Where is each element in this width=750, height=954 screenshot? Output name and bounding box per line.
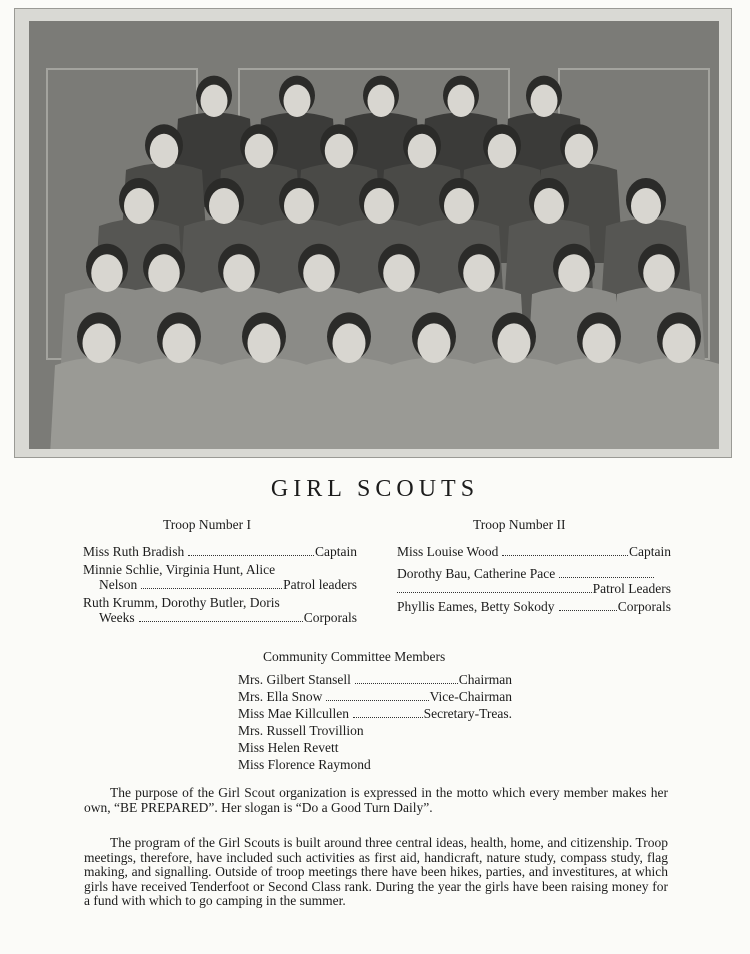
paragraph-program: The program of the Girl Scouts is built around three central ideas, health, home, and citizenship. Troop meetings, therefore, have included such activities as first aid, handicraft, nature study, compass study, flag making, and signalling. Outside of troop meetings there have been hikes, parties, and investitures, at which girls have received Tenderfoot or Second Class rank. During the year the girls have been raising money for a fund with which to go camping in the summer. (84, 835, 668, 908)
member-role: Captain (629, 544, 671, 559)
member-role: Corporals (617, 598, 671, 614)
member-name: Ruth Krumm, Dorothy Butler, Doris (83, 594, 280, 610)
page-title: GIRL SCOUTS (270, 476, 480, 502)
paragraph-purpose: The purpose of the Girl Scout organization is expressed in the motto which every member makes her own, “BE PREPARED”. Her slogan is “Do a Good Turn Daily”. (84, 785, 668, 815)
member-role: Patrol Leaders (592, 581, 671, 596)
member-name: Miss Louise Wood (397, 544, 499, 559)
member-role: Secretary-Treas. (423, 706, 512, 721)
roster-row (83, 595, 357, 626)
troop-2-heading: Troop Number II (473, 517, 566, 532)
roster-row (83, 562, 357, 593)
committee-row (238, 705, 512, 722)
member-name: Miss Ruth Bradish (83, 544, 185, 559)
committee-row (238, 671, 512, 688)
member-role: Vice-Chairman (429, 689, 512, 704)
member-role: Patrol leaders (283, 577, 357, 592)
committee-row: Mrs. Russell Trovillion (238, 723, 364, 738)
member-name: Miss Mae Killcullen (238, 706, 349, 721)
member-name: Phyllis Eames, Betty Sokody (397, 598, 555, 614)
committee-row (238, 688, 512, 705)
troop-1-heading: Troop Number I (163, 517, 252, 532)
roster-row (83, 544, 357, 560)
committee-heading: Community Committee Members (263, 649, 446, 664)
member-name-cont: Weeks (99, 610, 135, 625)
member-name: Mrs. Ella Snow (238, 689, 323, 704)
member-name: Minnie Schlie, Virginia Hunt, Alice (83, 561, 276, 577)
roster-row (397, 599, 671, 615)
troop-2-roster (397, 544, 671, 616)
group-photo-frame (14, 8, 732, 458)
member-role: Chairman (458, 672, 512, 687)
member-name: Mrs. Gilbert Stansell (238, 672, 351, 687)
group-photo-illustration (29, 21, 719, 449)
committee-row: Miss Florence Raymond (238, 757, 371, 772)
committee-list (238, 671, 518, 773)
member-name-cont: Nelson (99, 577, 138, 592)
group-photo (29, 21, 719, 449)
committee-row: Miss Helen Revett (238, 740, 339, 755)
troop-1-roster (83, 544, 357, 626)
member-role: Captain (315, 544, 357, 559)
member-role: Corporals (303, 610, 357, 625)
roster-row (397, 544, 671, 560)
roster-row (397, 566, 671, 597)
member-name: Dorothy Bau, Catherine Pace (397, 565, 556, 581)
